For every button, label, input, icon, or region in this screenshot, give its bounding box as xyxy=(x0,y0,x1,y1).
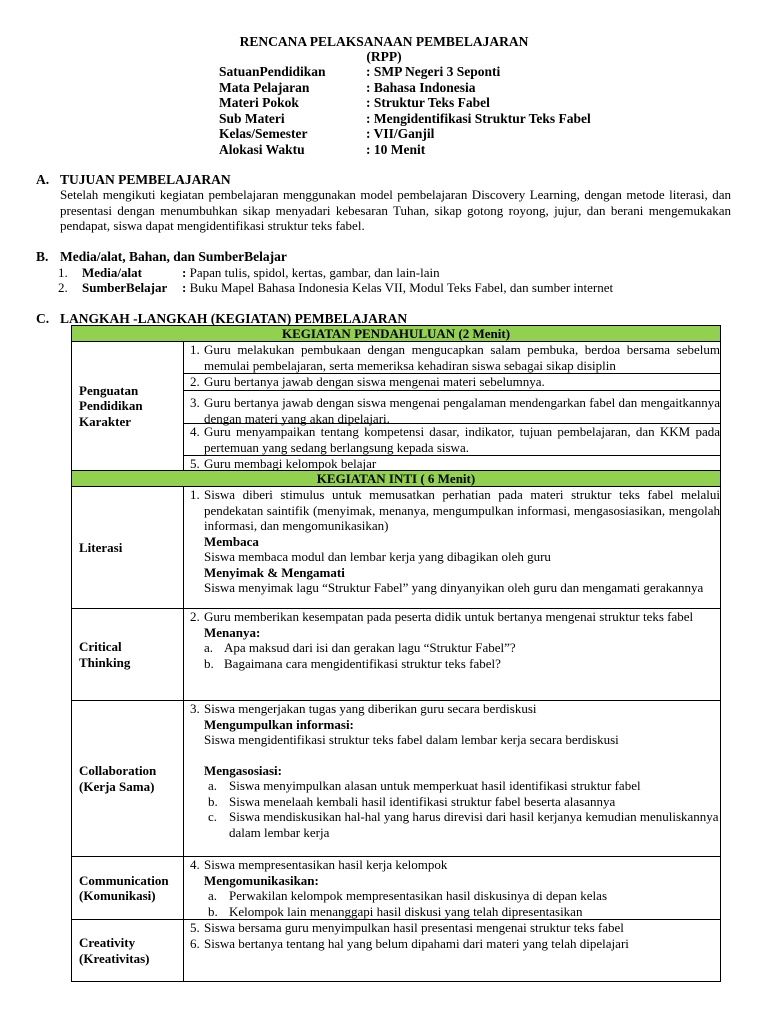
critical-content xyxy=(184,609,721,701)
spacer xyxy=(184,748,720,763)
point-text: Siswa menelaah kembali hasil identifikasi struktur fabel beserta alasannya xyxy=(229,793,616,809)
point-letter: a. xyxy=(208,888,218,903)
label-line: Collaboration xyxy=(79,763,157,778)
point-letter: c. xyxy=(208,809,218,824)
item-number: 2. xyxy=(58,280,68,295)
step-text: Guru melakukan pembukaan dengan mengucapkan salam pembuka, berdoa bersama sebelum memulai pembelajaran, serta memeriksa kehadiran siswa sebagai sikap disiplin xyxy=(204,342,720,373)
identity-value: : Mengidentifikasi Struktur Teks Fabel xyxy=(366,111,591,126)
identity-key: Alokasi Waktu xyxy=(219,142,305,157)
identity-key: Materi Pokok xyxy=(219,95,299,110)
identity-key: Sub Materi xyxy=(219,111,285,126)
identity-row xyxy=(219,95,490,111)
communication-content xyxy=(184,857,721,920)
step-number: 6. xyxy=(190,935,200,951)
collaboration-content xyxy=(184,701,721,857)
point-text: Siswa menyimpulkan alasan untuk memperkuat hasil identifikasi struktur fabel xyxy=(229,778,641,793)
step-text: Siswa bersama guru menyimpulkan hasil presentasi mengenai struktur teks fabel xyxy=(204,920,624,935)
inti-header: KEGIATAN INTI ( 6 Menit) xyxy=(72,471,721,487)
media-key: SumberBelajar xyxy=(82,280,168,295)
creativity-label xyxy=(72,920,184,982)
communication-label xyxy=(72,857,184,920)
collaboration-label xyxy=(72,701,184,857)
section-title: TUJUAN PEMBELAJARAN xyxy=(60,172,231,187)
document-subtitle: (RPP) xyxy=(366,49,402,64)
step-item xyxy=(184,456,720,470)
identity-row xyxy=(219,142,425,158)
step-item xyxy=(184,424,720,456)
label-line: Critical xyxy=(79,639,122,654)
label-line: Thinking xyxy=(79,654,131,670)
step-text: Siswa mempresentasikan hasil kerja kelompok xyxy=(204,857,448,872)
label-line: (Komunikasi) xyxy=(79,888,156,903)
character-label: Penguatan Pendidikan Karakter xyxy=(72,342,184,471)
step-text: Guru memberikan kesempatan pada peserta didik untuk bertanya mengenai struktur teks fabel xyxy=(204,609,694,624)
mengomunikasikan-heading: Mengomunikasikan: xyxy=(204,872,319,888)
media-item xyxy=(58,280,613,296)
question-text: Bagaimana cara mengidentifikasi struktur teks fabel? xyxy=(224,655,501,671)
step-text: Guru bertanya jawab dengan siswa mengenai materi sebelumnya. xyxy=(204,374,545,389)
question-text: Apa maksud dari isi dan gerakan lagu “Struktur Fabel”? xyxy=(224,640,516,655)
media-item xyxy=(58,265,440,281)
step-number: 2. xyxy=(190,374,200,389)
step-number: 1. xyxy=(190,342,200,357)
identity-value: : SMP Negeri 3 Seponti xyxy=(366,64,501,79)
step-number: 3. xyxy=(190,395,200,410)
step-number: 5. xyxy=(190,920,200,935)
item-number: 1. xyxy=(58,265,68,280)
step-number: 5. xyxy=(190,456,200,471)
identity-row xyxy=(219,111,591,127)
media-value: Papan tulis, spidol, kertas, gambar, dan lain-lain xyxy=(189,265,440,280)
membaca-text: Siswa membaca modul dan lembar kerja yang dibagikan oleh guru xyxy=(204,549,551,564)
label-line: Communication xyxy=(79,872,169,888)
identity-row xyxy=(219,64,500,80)
identity-row xyxy=(219,80,476,96)
section-letter: B. xyxy=(36,249,49,264)
label-line: (Kreativitas) xyxy=(79,950,150,966)
literasi-label: Literasi xyxy=(72,487,184,609)
step-text: Siswa mengerjakan tugas yang diberikan guru secara berdiskusi xyxy=(204,701,537,716)
step-number: 3. xyxy=(190,701,200,716)
section-title: Media/alat, Bahan, dan SumberBelajar xyxy=(60,249,287,264)
section-a-heading xyxy=(36,172,231,188)
membaca-heading: Membaca xyxy=(204,533,259,549)
mengumpulkan-text: Siswa mengidentifikasi struktur teks fabel dalam lembar kerja secara berdiskusi xyxy=(204,732,619,747)
step-number: 1. xyxy=(190,487,200,502)
media-key: Media/alat xyxy=(82,265,142,280)
step-number: 4. xyxy=(190,424,200,439)
question-letter: a. xyxy=(204,640,214,655)
label-line: (Kerja Sama) xyxy=(79,778,155,794)
colon: : xyxy=(182,265,187,280)
critical-thinking-label xyxy=(72,609,184,701)
identity-value: : Bahasa Indonesia xyxy=(366,80,476,95)
point-letter: b. xyxy=(208,903,218,919)
identity-key: SatuanPendidikan xyxy=(219,64,326,79)
step-text: Guru menyampaikan tentang kompetensi dasar, indikator, tujuan pembelajaran, dan KKM pada pertemuan yang sedang berlangsung kepada siswa. xyxy=(204,424,720,455)
section-b-heading xyxy=(36,249,287,265)
menanya-heading: Menanya: xyxy=(204,624,261,640)
step-item xyxy=(184,391,720,424)
menyimak-heading: Menyimak & Mengamati xyxy=(204,564,345,580)
section-letter: A. xyxy=(36,172,50,187)
step-text: Guru bertanya jawab dengan siswa mengenai pengalaman mendengarkan fabel dan mengaitkannya dengan materi yang akan dipelajari. xyxy=(204,395,720,426)
colon: : xyxy=(182,280,187,295)
pendahuluan-steps xyxy=(184,342,721,471)
question-letter: b. xyxy=(204,655,214,671)
identity-row xyxy=(219,126,434,142)
identity-key: Kelas/Semester xyxy=(219,126,308,141)
creativity-content xyxy=(184,920,721,982)
point-text: Perwakilan kelompok mempresentasikan hasil diskusinya di depan kelas xyxy=(229,888,607,903)
point-letter: a. xyxy=(208,778,218,793)
section-title: LANGKAH -LANGKAH (KEGIATAN) PEMBELAJARAN xyxy=(60,311,408,326)
mengasosiasi-heading: Mengasosiasi: xyxy=(204,762,282,778)
section-letter: C. xyxy=(36,311,50,326)
step-item xyxy=(184,374,720,391)
identity-value: : 10 Menit xyxy=(366,142,426,157)
step-text: Guru membagi kelompok belajar xyxy=(204,456,377,471)
activities-table xyxy=(71,325,721,982)
media-value: Buku Mapel Bahasa Indonesia Kelas VII, Modul Teks Fabel, dan sumber internet xyxy=(189,280,614,295)
step-number: 4. xyxy=(190,857,200,872)
point-letter: b. xyxy=(208,793,218,809)
step-number: 2. xyxy=(190,609,200,624)
pendahuluan-header: KEGIATAN PENDAHULUAN (2 Menit) xyxy=(72,326,721,342)
mengumpulkan-heading: Mengumpulkan informasi: xyxy=(204,716,354,732)
document-title: RENCANA PELAKSANAAN PEMBELAJARAN xyxy=(239,34,529,49)
menyimak-text: Siswa menyimak lagu “Struktur Fabel” yang dinyanyikan oleh guru dan mengamati gerakannya xyxy=(204,580,704,595)
label-line: Creativity xyxy=(79,935,136,950)
point-text: Siswa mendiskusikan hal-hal yang harus direvisi dari hasil kerjanya kemudian menuliskannya dalam lembar kerja xyxy=(229,809,719,840)
section-a-text: Setelah mengikuti kegiatan pembelajaran menggunakan model pembelajaran Discovery Learning, dengan metode literasi, dan presentasi dengan menumbuhkan sikap menyadari kebesaran Tuhan, sikap gotong royong, jujur, dan berani mengemukakan pendapat, siswa dapat mengidentifikasi struktur teks fabel. xyxy=(60,187,731,233)
identity-value: : VII/Ganjil xyxy=(366,126,435,141)
point-text: Kelompok lain menanggapi hasil diskusi yang telah dipresentasikan xyxy=(229,903,583,919)
step-text: Siswa diberi stimulus untuk memusatkan perhatian pada materi struktur teks fabel melalui pendekatan saintifik (menyimak, menanya, mengumpulkan informasi, mengasosiasikan, mengolah informasi, dan mengomunikasikan) xyxy=(204,487,720,533)
step-text: Siswa bertanya tentang hal yang belum dipahami dari materi yang telah dipelajari xyxy=(204,935,629,951)
literasi-content xyxy=(184,487,721,609)
step-item xyxy=(184,342,720,374)
identity-key: Mata Pelajaran xyxy=(219,80,310,95)
identity-value: : Struktur Teks Fabel xyxy=(366,95,490,110)
